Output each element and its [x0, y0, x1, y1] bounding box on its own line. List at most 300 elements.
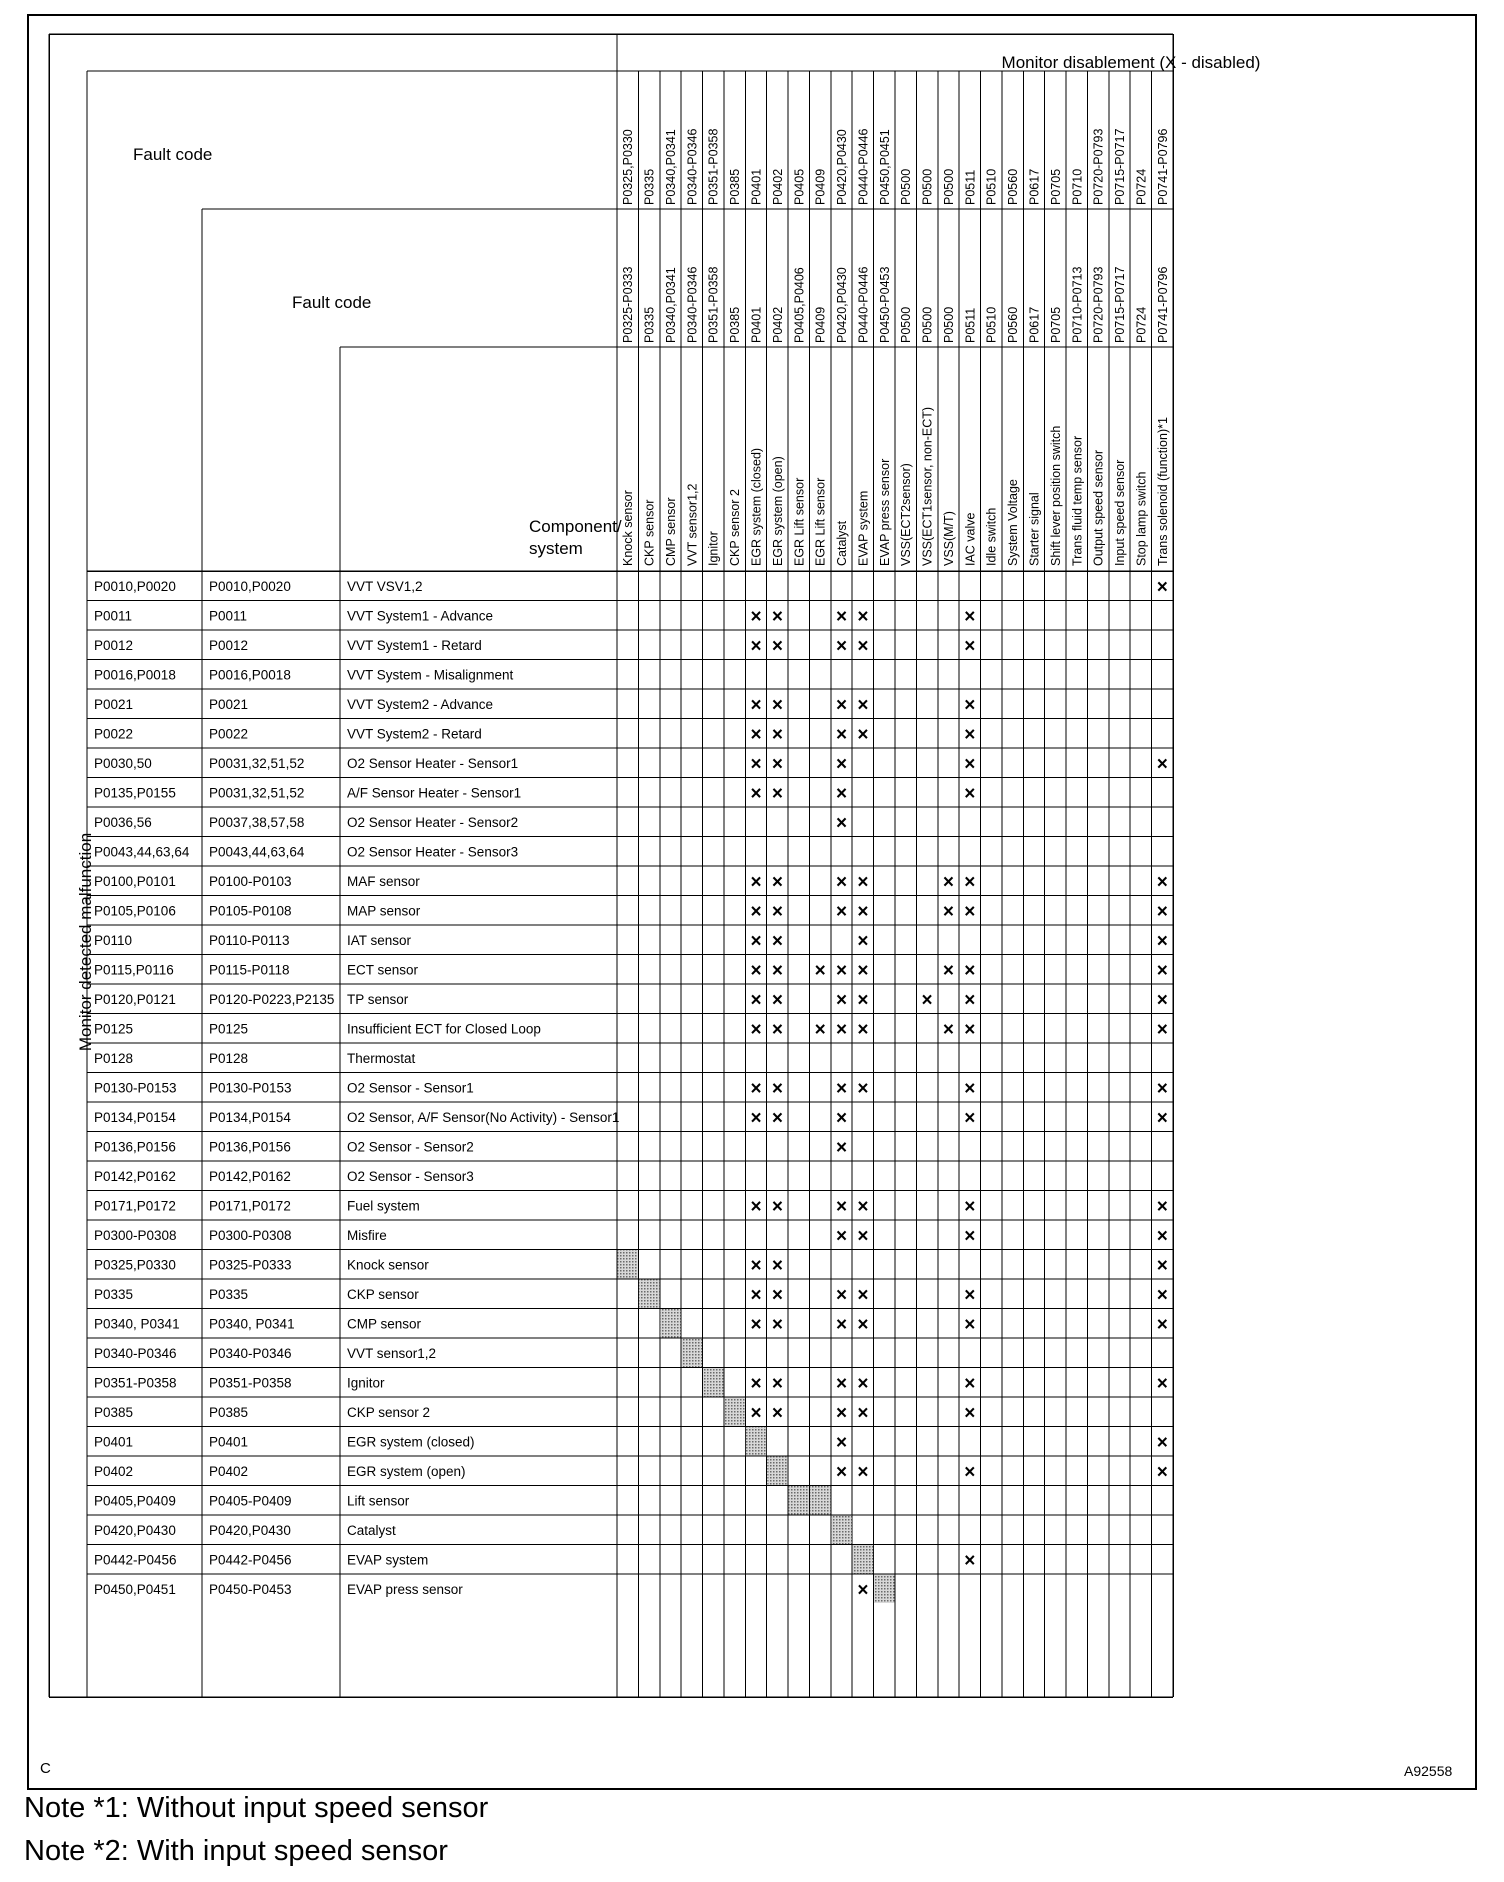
fault-code-cell: P0105,P0106: [94, 903, 176, 919]
note-2: Note *2: With input speed sensor: [24, 1835, 448, 1867]
disabled-mark: ×: [964, 1284, 976, 1306]
disabled-mark: ×: [750, 694, 762, 716]
fault-code-detail-cell: P0128: [209, 1050, 249, 1066]
fault-code-detail-cell: P0142,P0162: [209, 1168, 291, 1184]
column-code-bottom: P0705: [1048, 306, 1063, 343]
column-component-name: Idle switch: [984, 507, 999, 566]
disabled-mark: ×: [964, 1461, 976, 1483]
column-component-name: CMP sensor: [663, 497, 678, 566]
fault-code-detail-cell: P0300-P0308: [209, 1227, 292, 1243]
component-cell: O2 Sensor Heater - Sensor3: [347, 844, 519, 860]
fault-code-cell: P0011: [94, 608, 133, 624]
disabled-mark: ×: [964, 1550, 976, 1572]
table-row: [94, 577, 1168, 598]
disabled-mark: ×: [835, 606, 848, 628]
fault-code-detail-cell: P0335: [209, 1286, 249, 1302]
column-component-name: Ignitor: [706, 531, 721, 566]
column-code-top: P0385: [728, 168, 743, 205]
fault-code-cell: P0016,P0018: [94, 667, 176, 683]
disabled-mark: ×: [1156, 1196, 1168, 1218]
fault-code-cell: P0351-P0358: [94, 1375, 177, 1391]
component-cell: VVT System1 - Retard: [347, 637, 482, 653]
table-row: [94, 1457, 1168, 1486]
column-component-name: Output speed sensor: [1091, 449, 1106, 566]
fault-code-detail-cell: P0037,38,57,58: [209, 814, 305, 830]
component-cell: EGR system (open): [347, 1463, 466, 1479]
disabled-mark: ×: [835, 1196, 848, 1218]
fault-code-detail-cell: P0100-P0103: [209, 873, 292, 889]
component-cell: Thermostat: [347, 1050, 416, 1066]
disabled-mark: ×: [1156, 1107, 1168, 1129]
disabled-mark: ×: [771, 783, 783, 805]
column-code-top: P0500: [920, 168, 935, 205]
shaded-cell: [682, 1339, 702, 1368]
table-row: [94, 1516, 852, 1545]
column-code-bottom: P0351-P0358: [706, 266, 721, 343]
column-code-top: P0720-P0793: [1091, 128, 1106, 205]
disabled-mark: ×: [835, 1373, 848, 1395]
disabled-mark: ×: [857, 694, 869, 716]
disabled-mark: ×: [857, 1284, 869, 1306]
column-component-name: VSS(ECT2sensor): [899, 463, 914, 566]
table-row: [94, 636, 975, 657]
disabled-mark: ×: [835, 901, 848, 923]
column-component-name: VSS(M/T): [941, 511, 956, 566]
table-row: [94, 1575, 895, 1604]
fault-code-cell: P0134,P0154: [94, 1109, 176, 1125]
disabled-mark: ×: [857, 724, 869, 746]
table-frame: [27, 14, 1477, 1790]
column-component-name: EGR system (open): [770, 456, 785, 566]
disabled-mark: ×: [771, 930, 783, 952]
table-row: [94, 813, 847, 834]
disabled-mark: ×: [964, 606, 976, 628]
fault-code-cell: P0120,P0121: [94, 991, 176, 1007]
disabled-mark: ×: [771, 724, 783, 746]
disabled-mark: ×: [771, 989, 783, 1011]
fault-code-detail-cell: P0442-P0456: [209, 1552, 292, 1568]
shaded-cell: [724, 1398, 744, 1427]
shaded-cell: [767, 1457, 787, 1486]
column-code-top: P0340-P0346: [685, 128, 700, 205]
disabled-mark: ×: [771, 1255, 783, 1277]
disabled-mark: ×: [964, 1314, 976, 1336]
component-system-label: Component/: [529, 517, 622, 536]
column-code-top: P0335: [642, 168, 657, 205]
fault-code-cell: P0142,P0162: [94, 1168, 176, 1184]
disabled-mark: ×: [964, 1402, 976, 1424]
figure-id: A92558: [1404, 1763, 1453, 1779]
fault-code-detail-cell: P0325-P0333: [209, 1257, 292, 1273]
disabled-mark: ×: [750, 724, 762, 746]
column-code-top: P0715-P0717: [1113, 128, 1128, 205]
disabled-mark: ×: [835, 783, 848, 805]
column-code-bottom: P0510: [984, 306, 999, 343]
fault-code-inner-label: Fault code: [292, 293, 372, 312]
component-cell: VVT System2 - Advance: [347, 696, 494, 712]
disabled-mark: ×: [771, 1284, 783, 1306]
disabled-mark: ×: [1156, 1019, 1168, 1041]
fault-code-cell: P0115,P0116: [94, 962, 174, 978]
column-component-name: IAC valve: [963, 512, 978, 566]
component-cell: O2 Sensor Heater - Sensor1: [347, 755, 519, 771]
disabled-mark: ×: [835, 1225, 848, 1247]
disabled-mark: ×: [750, 1284, 762, 1306]
component-cell: EGR system (closed): [347, 1434, 475, 1450]
fault-code-detail-cell: P0010,P0020: [209, 578, 291, 594]
disabled-mark: ×: [1156, 901, 1168, 923]
component-cell: Misfire: [347, 1227, 387, 1243]
table-row: [94, 724, 975, 745]
disabled-mark: ×: [857, 960, 869, 982]
disabled-mark: ×: [814, 1019, 826, 1041]
component-cell: Fuel system: [347, 1198, 420, 1214]
column-code-bottom: P0617: [1027, 306, 1042, 343]
fault-code-cell: P0402: [94, 1463, 134, 1479]
disabled-mark: ×: [771, 960, 783, 982]
disabled-mark: ×: [750, 989, 762, 1011]
fault-code-cell: P0030,50: [94, 755, 152, 771]
column-component-name: Trans solenoid (function)*1: [1155, 417, 1170, 566]
table-row: [94, 844, 518, 859]
fault-code-cell: P0340-P0346: [94, 1345, 177, 1361]
fault-code-detail-cell: P0130-P0153: [209, 1080, 292, 1096]
column-component-name: Starter signal: [1027, 492, 1042, 566]
fault-code-cell: P0100,P0101: [94, 873, 176, 889]
disabled-mark: ×: [857, 901, 869, 923]
disabled-mark: ×: [857, 989, 869, 1011]
component-cell: Insufficient ECT for Closed Loop: [347, 1021, 541, 1037]
shaded-cell: [789, 1486, 809, 1515]
table-row: [94, 667, 514, 682]
component-cell: MAP sensor: [347, 903, 421, 919]
table-row: [94, 901, 1168, 922]
disabled-mark: ×: [750, 753, 762, 775]
fault-code-detail-cell: P0351-P0358: [209, 1375, 292, 1391]
disabled-mark: ×: [835, 635, 848, 657]
shaded-cell: [618, 1250, 638, 1279]
fault-code-cell: P0300-P0308: [94, 1227, 177, 1243]
component-cell: O2 Sensor Heater - Sensor2: [347, 814, 519, 830]
disabled-mark: ×: [942, 960, 955, 982]
disabled-mark: ×: [1156, 930, 1168, 952]
column-code-bottom: P0325-P0333: [621, 266, 636, 343]
disabled-mark: ×: [964, 1078, 976, 1100]
disabled-mark: ×: [835, 1402, 848, 1424]
table-row: [94, 990, 1168, 1011]
disabled-mark: ×: [857, 930, 869, 952]
column-code-bottom: P0440-P0446: [856, 266, 871, 343]
disabled-mark: ×: [750, 635, 762, 657]
table-row: [94, 872, 1168, 893]
disabled-mark: ×: [835, 1137, 848, 1159]
disabled-mark: ×: [771, 901, 783, 923]
column-component-name: Trans fluid temp sensor: [1070, 435, 1085, 566]
table-row: [94, 1169, 474, 1184]
column-code-top: P0405: [792, 168, 807, 205]
fault-code-cell: P0325,P0330: [94, 1257, 176, 1273]
column-code-top: P0401: [749, 168, 764, 205]
fault-code-detail-cell: P0022: [209, 726, 249, 742]
component-cell: EVAP press sensor: [347, 1581, 463, 1597]
column-code-bottom: P0500: [920, 306, 935, 343]
table-row: [94, 754, 1168, 775]
column-component-name: Knock sensor: [621, 490, 636, 566]
disabled-mark: ×: [1156, 1255, 1168, 1277]
column-component-name: Stop lamp switch: [1134, 471, 1149, 566]
component-cell: CKP sensor: [347, 1286, 419, 1302]
disabled-mark: ×: [750, 1078, 762, 1100]
fault-code-cell: P0385: [94, 1404, 134, 1420]
disabled-mark: ×: [750, 606, 762, 628]
fault-code-cell: P0420,P0430: [94, 1522, 176, 1538]
disabled-mark: ×: [835, 871, 848, 893]
column-component-name: Input speed sensor: [1113, 459, 1128, 566]
column-code-top: P0420,P0430: [835, 129, 850, 205]
fault-code-detail-cell: P0031,32,51,52: [209, 785, 305, 801]
shaded-cell: [853, 1545, 873, 1574]
disabled-mark: ×: [921, 989, 933, 1011]
fault-code-cell: P0125: [94, 1021, 134, 1037]
column-code-bottom: P0420,P0430: [835, 267, 850, 343]
table-row: [94, 960, 1168, 981]
table-row: [94, 1108, 1168, 1129]
disabled-mark: ×: [964, 989, 976, 1011]
disabled-mark: ×: [771, 1373, 783, 1395]
column-code-bottom: P0401: [749, 306, 764, 343]
disabled-mark: ×: [1156, 1284, 1168, 1306]
disabled-mark: ×: [835, 1078, 848, 1100]
disabled-mark: ×: [771, 1196, 783, 1218]
disabled-mark: ×: [942, 1019, 955, 1041]
corner-letter: C: [40, 1760, 51, 1777]
table-row: [94, 1250, 1168, 1279]
disabled-mark: ×: [835, 1432, 848, 1454]
fault-code-cell: P0128: [94, 1050, 134, 1066]
disabled-mark: ×: [835, 812, 848, 834]
fault-code-cell: P0021: [94, 696, 134, 712]
fault-code-cell: P0036,56: [94, 814, 152, 830]
fault-code-detail-cell: P0120-P0223,P2135: [209, 991, 335, 1007]
disabled-mark: ×: [771, 1107, 783, 1129]
column-code-bottom: P0500: [941, 306, 956, 343]
column-component-name: CKP sensor: [642, 499, 657, 566]
note-1: Note *1: Without input speed sensor: [24, 1792, 489, 1824]
fault-code-detail-cell: P0401: [209, 1434, 249, 1450]
component-cell: IAT sensor: [347, 932, 412, 948]
component-cell: O2 Sensor, A/F Sensor(No Activity) - Sensor1: [347, 1109, 620, 1125]
fault-code-detail-cell: P0136,P0156: [209, 1139, 291, 1155]
disabled-mark: ×: [964, 901, 976, 923]
column-code-top: P0325,P0330: [621, 129, 636, 205]
disabled-mark: ×: [1156, 1432, 1168, 1454]
table-row: [94, 1339, 702, 1368]
shaded-cell: [831, 1516, 851, 1545]
column-code-bottom: P0560: [1006, 306, 1021, 343]
disabled-mark: ×: [942, 871, 955, 893]
disabled-mark: ×: [771, 1019, 783, 1041]
column-code-bottom: P0385: [728, 306, 743, 343]
column-code-top: P0560: [1006, 168, 1021, 205]
fault-code-cell: P0136,P0156: [94, 1139, 176, 1155]
fault-code-outer-label: Fault code: [133, 145, 213, 164]
disabled-mark: ×: [771, 1314, 783, 1336]
column-component-name: EGR system (closed): [749, 447, 764, 566]
disabled-mark: ×: [964, 1196, 976, 1218]
column-component-name: CKP sensor 2: [728, 489, 743, 566]
fault-code-cell: P0012: [94, 637, 134, 653]
disabled-mark: ×: [835, 1284, 848, 1306]
disabled-mark: ×: [964, 783, 976, 805]
component-cell: VVT sensor1,2: [347, 1345, 437, 1361]
disabled-mark: ×: [835, 1107, 848, 1129]
column-component-name: Catalyst: [835, 520, 850, 566]
disabled-mark: ×: [771, 606, 783, 628]
disabled-mark: ×: [750, 960, 762, 982]
table-row: [94, 931, 1168, 952]
fault-code-cell: P0340, P0341: [94, 1316, 180, 1332]
disabled-mark: ×: [771, 1078, 783, 1100]
disabled-mark: ×: [750, 1402, 762, 1424]
disabled-mark: ×: [771, 753, 783, 775]
table-row: [94, 1427, 1168, 1456]
fault-code-detail-cell: P0115-P0118: [209, 962, 290, 978]
column-code-top: P0450,P0451: [877, 129, 892, 205]
component-cell: O2 Sensor - Sensor3: [347, 1168, 474, 1184]
column-code-top: P0409: [813, 168, 828, 205]
component-cell: O2 Sensor - Sensor1: [347, 1080, 474, 1096]
fault-code-cell: P0043,44,63,64: [94, 844, 190, 860]
disabled-mark: ×: [857, 1078, 869, 1100]
disabled-mark: ×: [964, 724, 976, 746]
column-component-name: EVAP press sensor: [877, 458, 892, 566]
component-cell: CMP sensor: [347, 1316, 422, 1332]
disabled-mark: ×: [750, 930, 762, 952]
fault-code-cell: P0110: [94, 932, 133, 948]
fault-code-detail-cell: P0011: [209, 608, 248, 624]
disabled-mark: ×: [1156, 871, 1168, 893]
shaded-cell: [874, 1575, 894, 1604]
component-cell: Lift sensor: [347, 1493, 410, 1509]
table-row: [94, 1398, 975, 1427]
table-row: [94, 1078, 1168, 1099]
column-code-top: P0511: [963, 169, 978, 205]
disabled-mark: ×: [771, 871, 783, 893]
column-component-name: System Voltage: [1006, 479, 1021, 566]
table-row: [94, 1280, 1168, 1309]
disabled-mark: ×: [942, 901, 955, 923]
monitor-disablement-title: Monitor disablement (X - disabled): [1001, 53, 1261, 72]
monitor-detected-malfunction-label: Monitor detected malfunction: [76, 832, 95, 1052]
column-component-name: EVAP system: [856, 490, 871, 566]
disabled-mark: ×: [964, 635, 976, 657]
column-code-top: P0340,P0341: [663, 129, 678, 205]
shaded-cell: [810, 1486, 830, 1515]
column-code-bottom: P0340,P0341: [663, 267, 678, 343]
fault-code-detail-cell: P0420,P0430: [209, 1522, 291, 1538]
component-cell: O2 Sensor - Sensor2: [347, 1139, 474, 1155]
component-cell: VVT System1 - Advance: [347, 608, 494, 624]
shaded-cell: [703, 1368, 723, 1397]
component-cell: Catalyst: [347, 1522, 396, 1538]
component-cell: A/F Sensor Heater - Sensor1: [347, 785, 522, 801]
fault-code-detail-cell: P0405-P0409: [209, 1493, 292, 1509]
disabled-mark: ×: [964, 1019, 976, 1041]
table-body: [94, 577, 1168, 1603]
disabled-mark: ×: [750, 1255, 762, 1277]
fault-code-cell: P0335: [94, 1286, 134, 1302]
fault-code-detail-cell: P0171,P0172: [209, 1198, 291, 1214]
component-cell: TP sensor: [347, 991, 409, 1007]
column-code-bottom: P0741-P0796: [1155, 266, 1170, 343]
fault-code-detail-cell: P0110-P0113: [209, 932, 290, 948]
disabled-mark: ×: [835, 960, 848, 982]
shaded-cell: [639, 1280, 659, 1309]
component-cell: VVT System2 - Retard: [347, 726, 482, 742]
table-row: [94, 1226, 1168, 1247]
column-code-bottom: P0511: [963, 307, 978, 343]
disabled-mark: ×: [750, 1019, 762, 1041]
disabled-mark: ×: [835, 694, 848, 716]
fault-code-detail-cell: P0402: [209, 1463, 249, 1479]
component-cell: EVAP system: [347, 1552, 429, 1568]
fault-code-detail-cell: P0031,32,51,52: [209, 755, 305, 771]
table-row: [94, 1051, 416, 1066]
fault-code-cell: P0401: [94, 1434, 134, 1450]
table-row: [94, 606, 975, 627]
column-code-bottom: P0710-P0713: [1070, 266, 1085, 343]
column-component-name: EGR Lift sensor: [792, 477, 807, 566]
table-row: [94, 1196, 1168, 1217]
table-row: [94, 695, 975, 716]
disabled-mark: ×: [1156, 989, 1168, 1011]
component-cell: VVT System - Misalignment: [347, 667, 514, 683]
fault-code-detail-cell: P0043,44,63,64: [209, 844, 305, 860]
column-code-bottom: P0335: [642, 306, 657, 343]
column-code-bottom: P0715-P0717: [1113, 266, 1128, 343]
disabled-mark: ×: [771, 635, 783, 657]
column-code-top: P0500: [941, 168, 956, 205]
disabled-mark: ×: [835, 753, 848, 775]
column-code-bottom: P0500: [899, 306, 914, 343]
column-code-bottom: P0402: [770, 306, 785, 343]
column-code-top: P0402: [770, 168, 785, 205]
disabled-mark: ×: [835, 1461, 848, 1483]
fault-code-cell: P0171,P0172: [94, 1198, 176, 1214]
fault-code-detail-cell: P0134,P0154: [209, 1109, 291, 1125]
fault-code-detail-cell: P0340, P0341: [209, 1316, 295, 1332]
fault-code-detail-cell: P0021: [209, 696, 249, 712]
disabled-mark: ×: [857, 635, 869, 657]
disabled-mark: ×: [771, 1402, 783, 1424]
component-cell: ECT sensor: [347, 962, 419, 978]
disabled-mark: ×: [750, 1314, 762, 1336]
disabled-mark: ×: [964, 694, 976, 716]
column-code-bottom: P0724: [1134, 306, 1149, 343]
disabled-mark: ×: [750, 783, 762, 805]
fault-code-detail-cell: P0385: [209, 1404, 249, 1420]
column-code-top: P0710: [1070, 168, 1085, 205]
disabled-mark: ×: [750, 1373, 762, 1395]
disabled-mark: ×: [857, 1225, 869, 1247]
disabled-mark: ×: [1156, 1078, 1168, 1100]
disabled-mark: ×: [750, 901, 762, 923]
fault-code-cell: P0135,P0155: [94, 785, 176, 801]
fault-code-cell: P0450,P0451: [94, 1581, 176, 1597]
fault-code-detail-cell: P0450-P0453: [209, 1581, 292, 1597]
fault-code-detail-cell: P0105-P0108: [209, 903, 292, 919]
disabled-mark: ×: [771, 694, 783, 716]
